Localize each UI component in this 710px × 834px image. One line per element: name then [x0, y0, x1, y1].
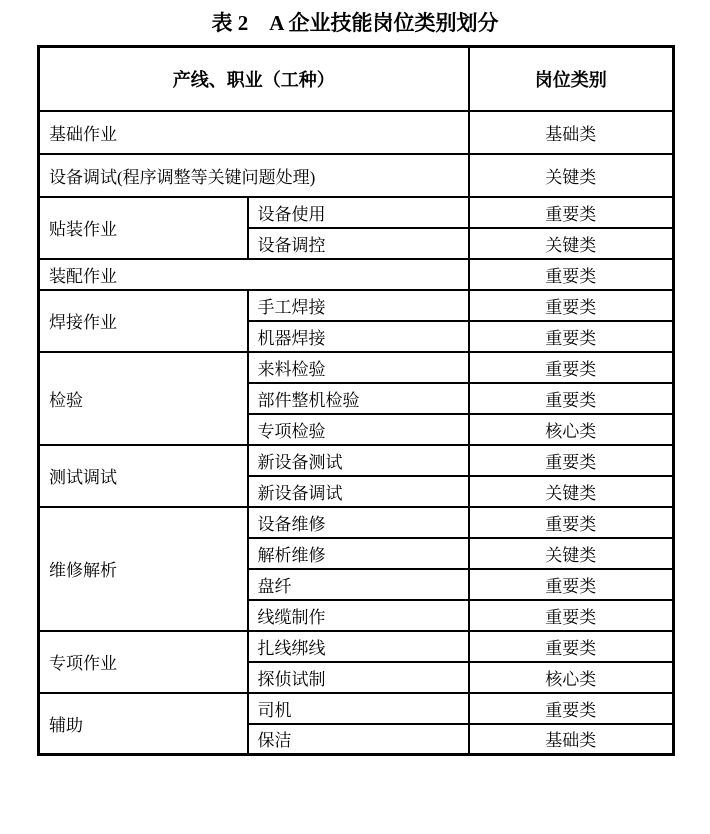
- category-cell: 重要类: [469, 445, 674, 476]
- occupation-cell: 扎线绑线: [248, 631, 469, 662]
- occupation-cell: 设备调试(程序调整等关键问题处理): [39, 154, 469, 197]
- table-row: [39, 445, 674, 476]
- occupation-cell: 焊接作业: [39, 290, 248, 352]
- occupation-cell: 解析维修: [248, 538, 469, 569]
- category-cell: 重要类: [469, 631, 674, 662]
- table-header-row: [39, 47, 674, 111]
- occupation-cell: 专项检验: [248, 414, 469, 445]
- occupation-cell: 辅助: [39, 693, 248, 755]
- table-row: [39, 693, 674, 724]
- category-cell: 重要类: [469, 600, 674, 631]
- category-cell: 基础类: [469, 724, 674, 755]
- column-header: 岗位类别: [469, 47, 674, 111]
- table-row: [39, 259, 674, 290]
- category-cell: 核心类: [469, 662, 674, 693]
- category-cell: 重要类: [469, 383, 674, 414]
- occupation-cell: 新设备调试: [248, 476, 469, 507]
- category-cell: 核心类: [469, 414, 674, 445]
- category-cell: 重要类: [469, 321, 674, 352]
- table-body: [39, 111, 674, 755]
- position-category-table: [37, 45, 675, 756]
- occupation-cell: 手工焊接: [248, 290, 469, 321]
- occupation-cell: 保洁: [248, 724, 469, 755]
- occupation-cell: 设备调控: [248, 228, 469, 259]
- occupation-cell: 部件整机检验: [248, 383, 469, 414]
- category-cell: 重要类: [469, 693, 674, 724]
- column-header: 产线、职业（工种）: [39, 47, 469, 111]
- category-cell: 重要类: [469, 197, 674, 228]
- occupation-cell: 线缆制作: [248, 600, 469, 631]
- occupation-cell: 来料检验: [248, 352, 469, 383]
- category-cell: 关键类: [469, 476, 674, 507]
- occupation-cell: 盘纤: [248, 569, 469, 600]
- occupation-cell: 装配作业: [39, 259, 469, 290]
- table-row: [39, 631, 674, 662]
- occupation-cell: 贴装作业: [39, 197, 248, 259]
- occupation-cell: 检验: [39, 352, 248, 445]
- category-cell: 基础类: [469, 111, 674, 154]
- category-cell: 关键类: [469, 228, 674, 259]
- occupation-cell: 探侦试制: [248, 662, 469, 693]
- occupation-cell: 基础作业: [39, 111, 469, 154]
- category-cell: 关键类: [469, 154, 674, 197]
- category-cell: 重要类: [469, 352, 674, 383]
- table-row: [39, 352, 674, 383]
- table-row: [39, 111, 674, 154]
- category-cell: 关键类: [469, 538, 674, 569]
- occupation-cell: 新设备测试: [248, 445, 469, 476]
- table-row: [39, 154, 674, 197]
- occupation-cell: 机器焊接: [248, 321, 469, 352]
- category-cell: 重要类: [469, 290, 674, 321]
- occupation-cell: 设备维修: [248, 507, 469, 538]
- table-row: [39, 290, 674, 321]
- occupation-cell: 维修解析: [39, 507, 248, 631]
- table-row: [39, 197, 674, 228]
- occupation-cell: 测试调试: [39, 445, 248, 507]
- table-row: [39, 507, 674, 538]
- occupation-cell: 专项作业: [39, 631, 248, 693]
- occupation-cell: 设备使用: [248, 197, 469, 228]
- category-cell: 重要类: [469, 259, 674, 290]
- occupation-cell: 司机: [248, 693, 469, 724]
- table-caption: 表 2 A 企业技能岗位类别划分: [211, 11, 499, 35]
- category-cell: 重要类: [469, 507, 674, 538]
- category-cell: 重要类: [469, 569, 674, 600]
